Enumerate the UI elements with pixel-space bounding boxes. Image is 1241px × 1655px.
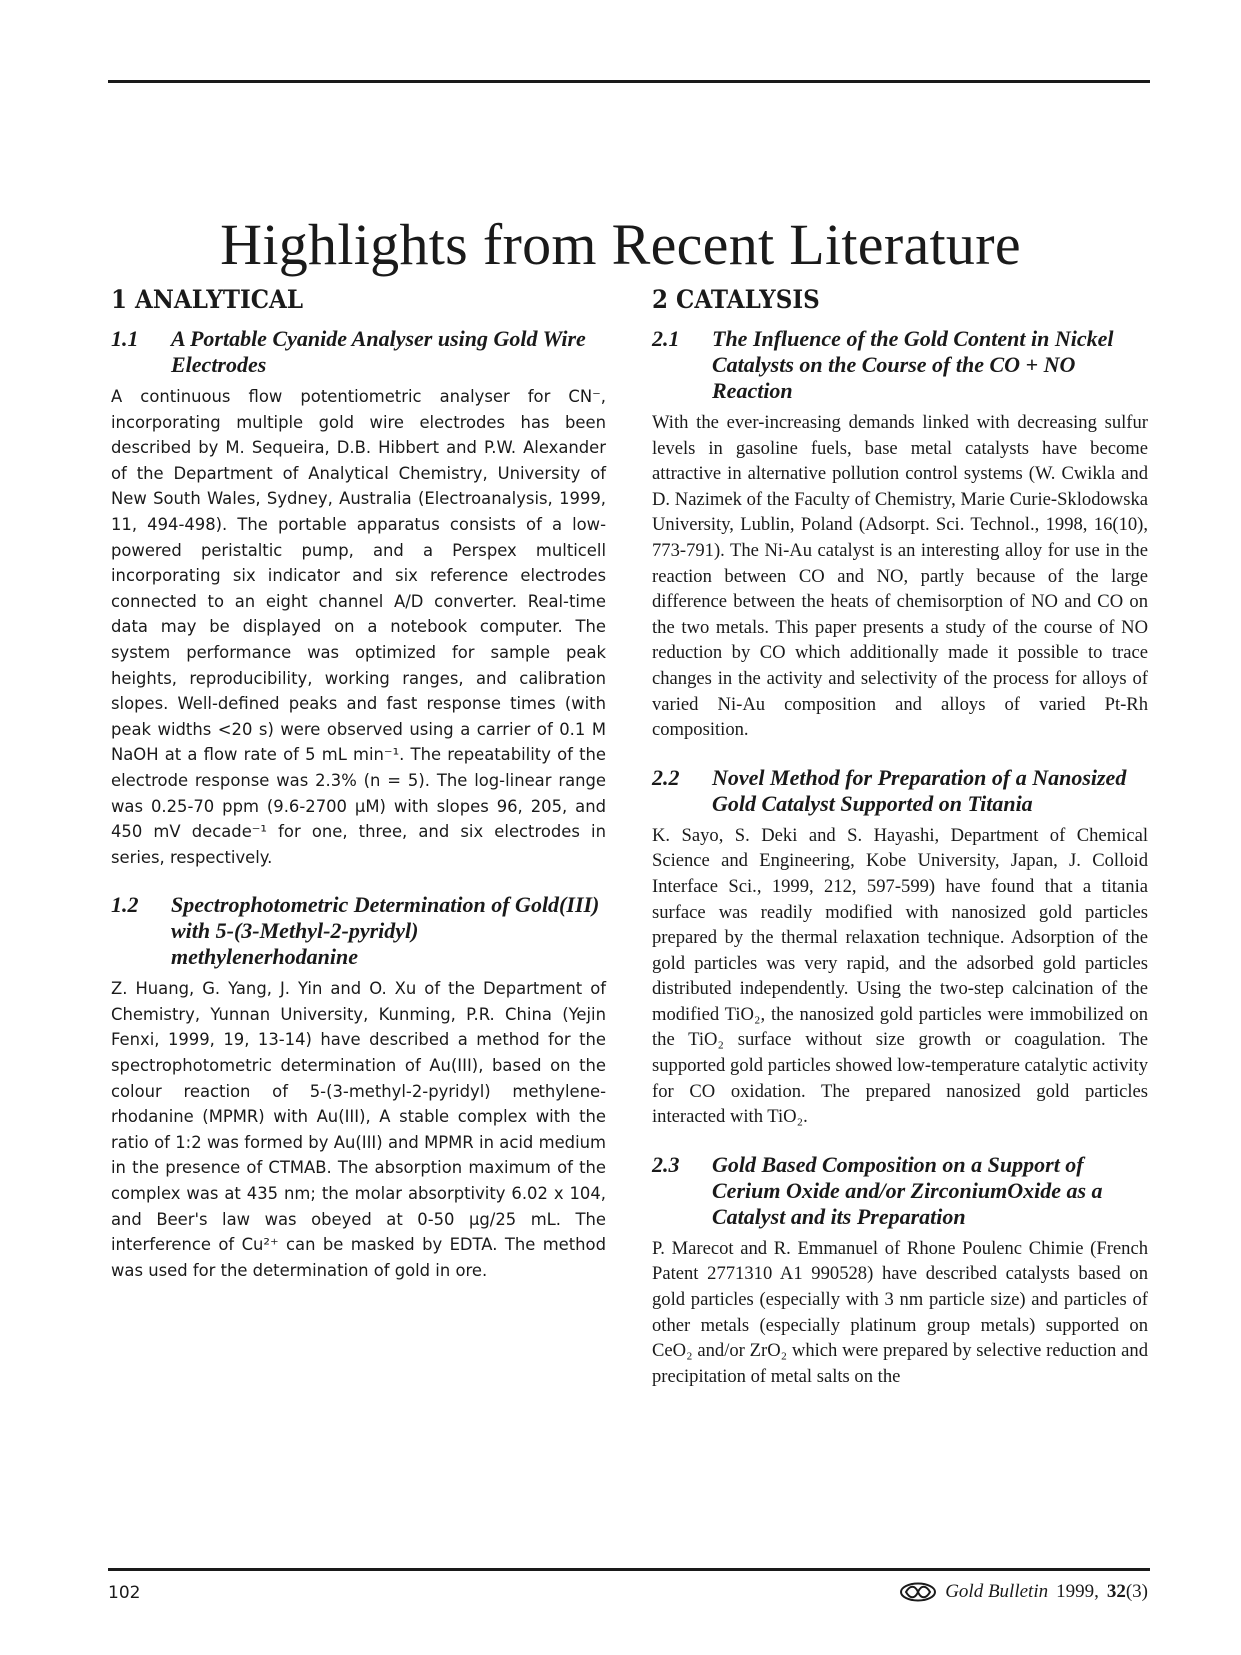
section-heading-analytical: 1 ANALYTICAL — [111, 285, 304, 314]
subsection-title: Gold Based Composition on a Support of Cerium Oxide and/or ZirconiumOxide as a Catalyst and its Preparation — [712, 1151, 1103, 1229]
journal-year: 1999, — [1056, 1581, 1099, 1602]
article-body-2-3: P. Marecot and R. Emmanuel of Rhone Poulenc Chimie (French Patent 2771310 A1 990528) have described catalysts based on gold particles (especially with 3 nm particle size) and particles of other metals (especially platinum group metals) supported on CeO₂ and/or ZrO₂ which were prepared by selective reduction and precipitation of metal salts on the — [652, 1237, 1148, 1387]
top-rule — [108, 80, 1150, 83]
article-body-2-1: With the ever-increasing demands linked with decreasing sulfur levels in gasoline fuels, base metal catalysts have become attractive in alternative pollution control systems (W. Cwikla and D. Nazimek of the Faculty of Chemistry, Marie Curie-Sklodowska University, Lublin, Poland (Adsorpt. Sci. Technol., 1998, 16(10), 773-791). The Ni-Au catalyst is an interesting alloy for use in the reaction between CO and NO, partly because of the large difference between the heats of chemisorption of NO and CO on the two metals. This paper presents a study of the course of NO reduction by CO which additionally made it possible to trace changes in the activity and selectivity of the process for alloys of varied Ni-Au composition and alloys of varied Pt-Rh composition. — [652, 412, 1148, 741]
subsection-number: 2.2 — [652, 764, 680, 790]
subsection-heading-2-1 — [652, 326, 1148, 404]
subsection-number: 1.1 — [111, 326, 139, 351]
section-heading-catalysis: 2 CATALYSIS — [652, 285, 820, 314]
article-body-1-2: Z. Huang, G. Yang, J. Yin and O. Xu of the Department of Chemistry, Yunnan University, Kunming, P.R. China (Yejin Fenxi, 1999, 19, 13-14) have described a method for the spectrophotometric determination of Au(III), based on the colour reaction of 5-(3-methyl-2-pyridyl) methylene-rhodanine (MPMR) with Au(III), A stable complex with the ratio of 1:2 was formed by Au(III) and MPMR in acid medium in the presence of CTMAB. The absorption maximum of the complex was at 435 nm; the molar absorptivity 6.02 x 104, and Beer's law was obeyed at 0-50 μg/25 mL. The interference of Cu²⁺ can be masked by EDTA. The method was used for the determination of gold in ore. — [111, 979, 606, 1280]
page-title: Highlights from Recent Literature — [220, 211, 1021, 277]
subsection-number: 2.1 — [652, 326, 680, 351]
left-column — [111, 285, 606, 1305]
article-body-1-1: A continuous flow potentiometric analyser for CN⁻, incorporating multiple gold wire electrodes has been described by M. Sequeira, D.B. Hibbert and P.W. Alexander of the Department of Analytical Chemistry, University of New South Wales, Sydney, Australia (Electroanalysis, 1999, 11, 494-498). The portable apparatus consists of a low-powered peristaltic pump, and a Perspex multicell incorporating six indicator and six reference electrodes connected to an eight channel A/D converter. Real-time data may be displayed on a notebook computer. The system performance was optimized for sample peak heights, reproducibility, working ranges, and calibration slopes. Well-defined peaks and fast response times (with peak widths <20 s) were observed using a carrier of 0.1 M NaOH at a flow rate of 5 mL min⁻¹. The repeatability of the electrode response was 2.3% (n = 5). The log-linear range was 0.25-70 ppm (9.6-2700 μM) with slopes 96, 205, and 450 mV decade⁻¹ for one, three, and six electrodes in series, respectively. — [111, 387, 606, 867]
page-number: 102 — [108, 1583, 141, 1603]
subsection-title: The Influence of the Gold Content in Nickel Catalysts on the Course of the CO + NO Reaction — [712, 326, 1114, 403]
right-column — [652, 285, 1148, 1411]
subsection-heading-2-3 — [652, 1152, 1148, 1230]
bottom-rule — [108, 1568, 1150, 1571]
journal-footer — [899, 1581, 1148, 1603]
subsection-number: 2.3 — [652, 1151, 680, 1177]
journal-volume: 32 — [1106, 1581, 1126, 1602]
subsection-title: A Portable Cyanide Analyser using Gold Wire Electrodes — [171, 326, 586, 377]
gold-bulletin-logo-icon — [899, 1582, 937, 1602]
subsection-title: Spectrophotometric Determination of Gold(III) with 5-(3-Methyl-2-pyridyl) methylenerhodanine — [171, 892, 600, 970]
subsection-heading-2-2 — [652, 765, 1148, 817]
article-body-2-2: K. Sayo, S. Deki and S. Hayashi, Department of Chemical Science and Engineering, Kobe University, Japan, J. Colloid Interface Sci., 1999, 212, 597-599) have found that a titania surface was readily modified with nanosized gold particles prepared by the thermal relaxation technique. Adsorption of the gold particles was very rapid, and the adsorbed gold particles distributed independently. Using the two-step calcination of the modified TiO₂, the nanosized gold particles were immobilized on the TiO₂ surface without size growth or coagulation. The supported gold particles showed low-temperature catalytic activity for CO oxidation. The prepared nanosized gold particles interacted with TiO₂. — [652, 824, 1148, 1128]
subsection-number: 1.2 — [111, 892, 139, 918]
subsection-heading-1-1 — [111, 326, 606, 378]
journal-issue: (3) — [1125, 1581, 1148, 1602]
subsection-heading-1-2 — [111, 892, 606, 970]
journal-name: Gold Bulletin — [945, 1581, 1049, 1602]
subsection-title: Novel Method for Preparation of a Nanosized Gold Catalyst Supported on Titania — [712, 764, 1127, 816]
